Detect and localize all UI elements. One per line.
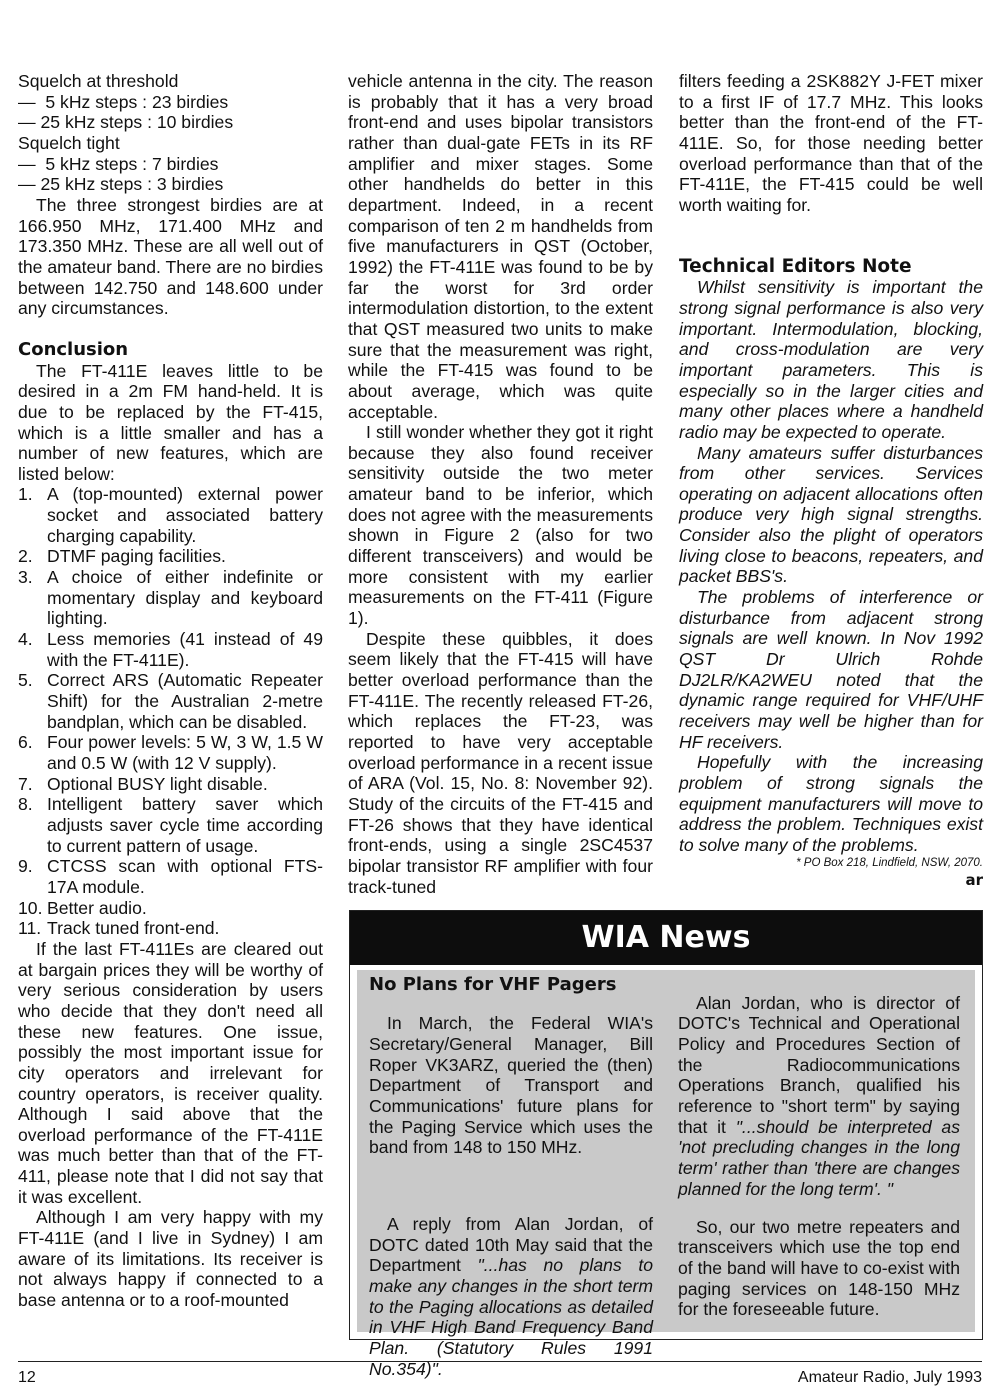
wia-paragraph-3 [678, 993, 960, 1200]
feature-item [18, 898, 323, 919]
feature-number: 2. [18, 546, 33, 567]
end-mark: ar [965, 870, 983, 889]
wia-news-title: WIA News [350, 911, 982, 965]
birdies-threshold-25khz: — 25 kHz steps : 10 birdies [18, 112, 234, 133]
feature-number: 11. [18, 918, 42, 939]
feature-item [18, 629, 323, 670]
wia-paragraph-2-quote: "...has no plans to make any changes in the short term to the Paging allocations as detailed in VHF High Band Frequency Band Plan. (Statutory Rules 1991 No.354)". [369, 1255, 653, 1379]
column-3 [679, 71, 983, 890]
wia-paragraph-4: So, our two metre repeaters and transceivers which use the top end of the band will have to co-exist with paging services on 148-150 MHz for the foreseeable future. [678, 1216, 960, 1320]
last-ft411e-paragraph: If the last FT-411Es are cleared out at bargain prices they will be worthy of very serious consideration by users who decide that they don't need all these new features. One issue, possibly the most important issue for city operators and irrelevant for country operators, is receiver quality. Although I said above that the overload performance of the FT-411E was much better than that of the FT-411, please note that I did not say that it was excellent. [18, 938, 323, 1207]
squelch-tight-label: Squelch tight [18, 132, 120, 153]
column-2 [348, 71, 653, 897]
feature-text: Better audio. [47, 897, 147, 918]
feature-number: 7. [18, 773, 33, 794]
feature-number: 3. [18, 567, 33, 588]
feature-text: CTCSS scan with optional FTS-17A module. [47, 856, 323, 897]
conclusion-heading: Conclusion [18, 338, 129, 360]
wonder-paragraph: I still wonder whether they got it right because they also found receiver sensitivity outside the two meter amateur band to be inferior, which does not agree with the measurements shown in Figure 2 (also for two different transceivers) and would be more consistent with my earlier measurements on the FT-411 (Figure 1). [348, 422, 653, 629]
wia-paragraph-1: In March, the Federal WIA's Secretary/General Manager, Bill Roper VK3ARZ, queried the (then) Department of Transport and Communications' future plans for the Paging Service which uses the band from 148 to 150 MHz. [369, 1013, 653, 1158]
vhf-pagers-heading: No Plans for VHF Pagers [369, 974, 617, 995]
feature-text: A (top-mounted) external power socket and associated battery charging capability. [47, 484, 323, 546]
tech-note-paragraph-2: Many amateurs suffer disturbances from other services. Services operating on adjacent allocations often produce very high signal strengths. Consider also the plight of operators living close to beacons, repeaters, and packet BBS's. [679, 442, 983, 587]
wia-column-1 [369, 975, 653, 1397]
wia-paragraph-3-quote: "...should be interpreted as 'not precluding changes in the long term' rather than 'there are changes planned for the long term'. " [678, 1116, 961, 1199]
feature-item [18, 670, 323, 732]
feature-text: DTMF paging facilities. [47, 546, 226, 567]
feature-text: Optional BUSY light disable. [47, 773, 268, 794]
wia-paragraph-2-intro: A reply from Alan Jordan, of DOTC dated 10th May said that the Department [369, 1214, 653, 1276]
feature-number: 6. [18, 732, 33, 753]
feature-item [18, 918, 323, 939]
vehicle-antenna-paragraph: vehicle antenna in the city. The reason is probably that it has a very broad front-end and uses bipolar transistors rather than dual-gate FETs in its RF amplifier and mixer stages. Some other handhelds do better in this department. Indeed, in a recent comparison of ten 2 m handhelds from five manufacturers in QST (October, 1992) the FT-411E was found to be by far the worst for 3rd order intermodulation distortion, to the extent that QST measured two units to make sure that the measurement was right, while the FT-415 was found to be about average, which was quite acceptable. [348, 71, 653, 422]
squelch-threshold-label: Squelch at threshold [18, 71, 179, 91]
author-address: * PO Box 218, Lindfield, NSW, 2070. [796, 856, 983, 869]
technical-editors-note-heading: Technical Editors Note [679, 255, 912, 277]
tech-note-paragraph-4: Hopefully with the increasing problem of strong signals the equipment manufacturers will move to address the problem. Techniques exist to solve many of the problems. [679, 752, 983, 855]
conclusion-paragraph: The FT-411E leaves little to be desired in a 2m FM hand-held. It is due to be replaced by the FT-415, which is a little smaller and has a number of new features, which are listed below: [18, 360, 323, 484]
tech-note-paragraph-3: The problems of interference or disturbance from adjacent strong signals are well known. In Nov 1992 QST Dr Ulrich Rohde DJ2LR/KA2WEU noted that the dynamic range required for VHF/UHF receivers may well be higher than for HF receivers. [679, 587, 983, 752]
feature-item [18, 567, 323, 629]
feature-item [18, 774, 323, 795]
page-number: 12 [18, 1369, 36, 1386]
feature-number: 8. [18, 794, 33, 815]
despite-quibbles-paragraph: Despite these quibbles, it does seem likely that the FT-415 will have better overload performance than the FT-411E. The recently released FT-26, which replaces the FT-23, was reported to have very acceptable overload performance in a recent issue of ARA (Vol. 15, No. 8: November 92). Study of the circuits of the FT-415 and FT-26 shows that they have identical front-ends, using a single 2SC4537 bipolar transistor RF amplifier with four track-tuned [348, 628, 653, 897]
wia-paragraph-2 [369, 1214, 653, 1379]
feature-number: 5. [18, 670, 33, 691]
feature-item [18, 732, 323, 773]
feature-text: Less memories (41 instead of 49 with the FT-411E). [47, 629, 323, 670]
tech-note-paragraph-1: Whilst sensitivity is important the strong signal performance is also very important. Intermodulation, blocking, and cross-modulation are very important parameters. This is especially so in the larger cities and many other places where a handheld radio may be expected to operate. [679, 277, 983, 442]
feature-item [18, 794, 323, 856]
happy-ft411e-paragraph: Although I am very happy with my FT-411E (and I live in Sydney) I am aware of its limitations. Its receiver is not always happy if connected to a base antenna or to a roof-mounted [18, 1207, 323, 1311]
wia-column-2 [678, 975, 960, 1338]
magazine-issue: Amateur Radio, July 1993 [797, 1369, 982, 1386]
birdies-tight-5khz: — 5 kHz steps : 7 birdies [18, 153, 219, 174]
feature-text: Track tuned front-end. [47, 918, 220, 939]
feature-text: Correct ARS (Automatic Repeater Shift) for the Australian 2-metre bandplan, which can be disabled. [47, 670, 323, 732]
feature-number: 4. [18, 629, 33, 650]
feature-text: Intelligent battery saver which adjusts saver cycle time according to current pattern of usage. [47, 794, 323, 856]
feature-item [18, 484, 323, 546]
wia-paragraph-3-intro: Alan Jordan, who is director of DOTC's Technical and Operational Policy and Procedures Section of the Radiocommunications Operations Branch, qualified his reference to "short term" by saying that it [678, 992, 960, 1137]
feature-number: 10. [18, 897, 43, 918]
birdies-tight-25khz: — 25 kHz steps : 3 birdies [18, 174, 224, 195]
birdies-paragraph: The three strongest birdies are at 166.950 MHz, 171.400 MHz and 173.350 MHz. These are all well out of the amateur band. There are no birdies between 142.750 and 148.600 under any circumstances. [18, 194, 323, 319]
feature-list [18, 484, 323, 938]
feature-item [18, 856, 323, 897]
feature-item [18, 546, 323, 567]
feature-text: Four power levels: 5 W, 3 W, 1.5 W and 0.5 W (with 12 V supply). [47, 732, 323, 773]
feature-number: 1. [18, 484, 33, 505]
column-1 [18, 71, 323, 1311]
feature-text: A choice of either indefinite or momentary display and keyboard lighting. [47, 567, 323, 629]
feature-number: 9. [18, 856, 33, 877]
filters-paragraph: filters feeding a 2SK882Y J-FET mixer to a first IF of 17.7 MHz. This looks better than the front-end of the FT-411E. So, for those needing better overload performance than that of the FT-411E, the FT-415 could be well worth waiting for. [679, 71, 983, 215]
birdies-threshold-5khz: — 5 kHz steps : 23 birdies [18, 91, 229, 112]
page-footer [18, 1361, 982, 1386]
